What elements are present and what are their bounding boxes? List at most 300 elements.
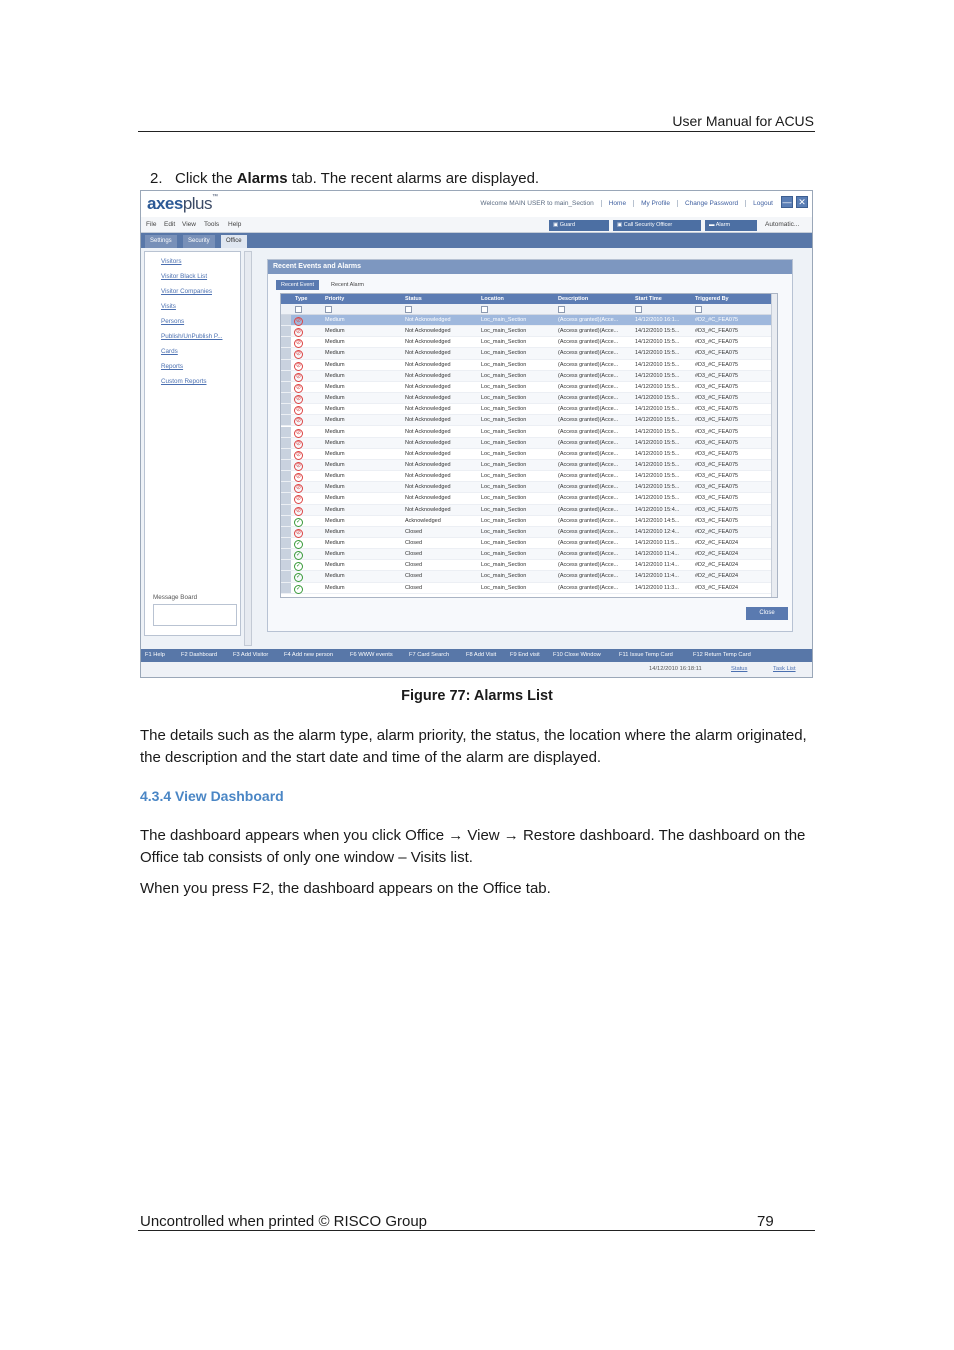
row-selector[interactable] <box>281 460 291 470</box>
alarm-circle-icon: ⊘ <box>295 362 302 369</box>
alarm-circle-icon: ⊘ <box>295 451 302 458</box>
row-selector[interactable] <box>281 337 291 347</box>
row-selector[interactable] <box>281 449 291 459</box>
cell-description: (Access granted)(Acce... <box>558 372 619 379</box>
row-selector[interactable] <box>281 404 291 414</box>
cell-triggered-by: #D2_#C_FEA024 <box>695 551 739 558</box>
cell-priority: Medium <box>325 395 345 402</box>
step-text-after: tab. The recent alarms are displayed. <box>287 170 540 187</box>
cell-triggered-by: #D3_#C_FEA075 <box>695 372 739 379</box>
cell-start-time: 14/12/2010 11:4... <box>635 551 679 558</box>
cell-location: Loc_main_Section <box>481 506 527 513</box>
cell-location: Loc_main_Section <box>481 339 527 346</box>
cell-location: Loc_main_Section <box>481 428 527 435</box>
cell-status: Acknowledged <box>405 517 441 524</box>
my-profile-link[interactable]: My Profile <box>633 200 677 207</box>
cell-start-time: 14/12/2010 15:5... <box>635 361 680 368</box>
check-circle-icon: ✓ <box>295 552 302 559</box>
table-row[interactable] <box>281 516 771 527</box>
alarm-circle-icon: ⊘ <box>295 329 302 336</box>
cell-status: Closed <box>405 562 423 569</box>
col-status[interactable]: Status <box>405 296 422 302</box>
row-selector[interactable] <box>281 326 291 336</box>
col-location[interactable]: Location <box>481 296 504 302</box>
filter-triggered-by[interactable] <box>695 306 702 313</box>
check-circle-icon: ✓ <box>295 585 302 592</box>
row-selector[interactable] <box>281 560 291 570</box>
sidebar-item-visitor-black-list[interactable]: Visitor Black List <box>161 273 208 280</box>
table-row[interactable] <box>281 438 771 449</box>
cell-location: Loc_main_Section <box>481 439 527 446</box>
row-selector[interactable] <box>281 583 291 593</box>
table-row[interactable] <box>281 505 771 516</box>
cell-start-time: 14/12/2010 15:5... <box>635 350 680 357</box>
cell-priority: Medium <box>325 317 345 323</box>
cell-description: (Access granted)(Acce... <box>558 361 619 368</box>
menu-view[interactable]: View <box>182 221 196 228</box>
table-row[interactable] <box>281 360 771 371</box>
alarm-circle-icon: ⊘ <box>295 440 302 447</box>
cell-status: Not Acknowledged <box>405 473 451 480</box>
panel-title: Recent Events and Alarms <box>268 260 792 274</box>
cell-start-time: 14/12/2010 15:5... <box>635 328 680 335</box>
cell-status: Closed <box>405 540 423 546</box>
cell-start-time: 14/12/2010 15:5... <box>635 383 680 390</box>
cell-triggered-by: #D3_#C_FEA075 <box>695 484 739 491</box>
filter-status[interactable] <box>405 306 412 313</box>
cell-priority: Medium <box>325 517 345 524</box>
cell-status: Not Acknowledged <box>405 506 451 513</box>
table-row[interactable] <box>281 482 771 493</box>
top-links <box>473 200 780 207</box>
cell-description: (Access granted)(Acce... <box>558 584 619 591</box>
status-link[interactable]: Status <box>731 666 748 672</box>
paragraph-dashboard: The dashboard appears when you click Office → View → Restore dashboard. The dashboard on the Office tab consists of only one window – Visits list. <box>140 827 806 866</box>
row-selector[interactable] <box>281 538 291 548</box>
cell-description: (Access granted)(Acce... <box>558 473 619 480</box>
cell-description: (Access granted)(Acce... <box>558 417 619 424</box>
table-row[interactable] <box>281 471 771 482</box>
cell-location: Loc_main_Section <box>481 395 527 402</box>
cell-priority: Medium <box>325 439 345 446</box>
row-selector[interactable] <box>281 371 291 381</box>
sidebar-item-visits[interactable]: Visits <box>161 303 176 310</box>
cell-location: Loc_main_Section <box>481 372 527 379</box>
logout-link[interactable]: Logout <box>745 200 780 207</box>
cell-location: Loc_main_Section <box>481 528 527 535</box>
cell-triggered-by: #D3_#C_FEA075 <box>695 506 739 513</box>
cell-start-time: 14/12/2010 14:5... <box>635 517 680 524</box>
cell-triggered-by: #D2_#C_FEA024 <box>695 540 739 546</box>
cell-status: Not Acknowledged <box>405 439 451 446</box>
cell-status: Not Acknowledged <box>405 383 451 390</box>
row-selector[interactable] <box>281 571 291 581</box>
cell-priority: Medium <box>325 461 345 468</box>
check-circle-icon: ✓ <box>295 518 302 525</box>
row-selector[interactable] <box>281 438 291 448</box>
filter-location[interactable] <box>481 306 488 313</box>
table-row[interactable] <box>281 337 771 348</box>
cell-description: (Access granted)(Acce... <box>558 461 619 468</box>
table-row[interactable] <box>281 404 771 415</box>
status-bar <box>141 662 812 677</box>
table-row[interactable] <box>281 449 771 460</box>
close-window-icon[interactable]: ✕ <box>796 196 808 208</box>
cell-description: (Access granted)(Acce... <box>558 383 619 390</box>
cell-location: Loc_main_Section <box>481 484 527 491</box>
cell-triggered-by: #D2_#C_FEA075 <box>695 528 739 535</box>
alarms-list-screenshot <box>140 190 813 678</box>
cell-triggered-by: #D3_#C_FEA075 <box>695 406 739 413</box>
table-row[interactable] <box>281 538 771 549</box>
minimize-icon[interactable]: — <box>782 197 792 207</box>
cell-triggered-by: #D3_#C_FEA075 <box>695 395 739 402</box>
cell-description: (Access granted)(Acce... <box>558 540 619 546</box>
row-selector[interactable] <box>281 360 291 370</box>
cell-priority: Medium <box>325 361 345 368</box>
section-heading: 4.3.4 View Dashboard <box>140 788 284 804</box>
cell-priority: Medium <box>325 573 345 580</box>
table-row[interactable] <box>281 382 771 393</box>
row-selector[interactable] <box>281 393 291 403</box>
row-selector[interactable] <box>281 471 291 481</box>
row-selector[interactable] <box>281 516 291 526</box>
cell-priority: Medium <box>325 562 345 569</box>
sidebar-item-visitors[interactable]: Visitors <box>161 258 182 265</box>
menu-bar <box>141 217 812 233</box>
cell-priority: Medium <box>325 350 345 357</box>
cell-triggered-by: #D3_#C_FEA075 <box>695 461 739 468</box>
grid-header <box>281 294 771 304</box>
cell-priority: Medium <box>325 372 345 379</box>
cell-start-time: 14/12/2010 16:1... <box>635 317 680 323</box>
row-selector[interactable] <box>281 382 291 392</box>
header-rule <box>138 131 815 132</box>
cell-description: (Access granted)(Acce... <box>558 517 619 524</box>
cell-triggered-by: #D3_#C_FEA075 <box>695 361 739 368</box>
fn-f2-dashboard[interactable]: F2 Dashboard <box>181 652 218 658</box>
cell-description: (Access granted)(Acce... <box>558 528 619 535</box>
cell-status: Not Acknowledged <box>405 395 451 402</box>
sidebar-item-reports[interactable]: Reports <box>161 363 184 370</box>
row-selector[interactable] <box>281 493 291 503</box>
cell-priority: Medium <box>325 584 345 591</box>
call-security-button[interactable]: ▣ Call Security Officer <box>613 220 701 231</box>
cell-priority: Medium <box>325 528 345 535</box>
paragraph-details: The details such as the alarm type, alarm priority, the status, the location where the alarm originated, the description and the start date and time of the alarm are displayed. <box>140 727 807 766</box>
cell-start-time: 14/12/2010 15:5... <box>635 372 680 379</box>
cell-location: Loc_main_Section <box>481 350 527 357</box>
table-row[interactable] <box>281 493 771 504</box>
cell-status: Not Acknowledged <box>405 461 451 468</box>
menu-help[interactable]: Help <box>228 221 242 228</box>
alarm-circle-icon: ⊘ <box>295 396 302 403</box>
table-row[interactable] <box>281 371 771 382</box>
menu-edit[interactable]: Edit <box>164 221 176 228</box>
cell-start-time: 14/12/2010 15:5... <box>635 406 680 413</box>
cell-priority: Medium <box>325 406 345 413</box>
tab-office[interactable]: Office <box>221 235 247 248</box>
alarm-circle-icon: ⊘ <box>295 373 302 380</box>
cell-triggered-by: #D3_#C_FEA075 <box>695 417 739 424</box>
message-board-label: Message Board <box>153 594 198 601</box>
filter-priority[interactable] <box>325 306 332 313</box>
cell-start-time: 14/12/2010 15:4... <box>635 506 680 513</box>
tab-security[interactable]: Security <box>183 235 215 248</box>
office-sidebar <box>144 251 241 636</box>
cell-triggered-by: #D3_#C_FEA024 <box>695 584 739 591</box>
automatic-label[interactable]: Automatic... <box>765 221 800 228</box>
cell-status: Not Acknowledged <box>405 339 451 346</box>
running-header: User Manual for ACUS <box>672 113 814 129</box>
cell-location: Loc_main_Section <box>481 495 527 502</box>
fn-f1-help[interactable]: F1 Help <box>145 652 165 658</box>
cell-priority: Medium <box>325 506 345 513</box>
guard-button[interactable]: ▣ Guard <box>549 220 609 231</box>
cell-location: Loc_main_Section <box>481 540 527 546</box>
sidebar-item-publish[interactable]: Publish/UnPublish P... <box>161 333 223 340</box>
cell-location: Loc_main_Section <box>481 450 527 457</box>
cell-priority: Medium <box>325 484 345 491</box>
menu-tools[interactable]: Tools <box>204 221 220 228</box>
table-row[interactable] <box>281 326 771 337</box>
cell-description: (Access granted)(Acce... <box>558 350 619 357</box>
col-type[interactable]: Type <box>295 296 308 302</box>
sidebar-splitter[interactable] <box>244 251 252 646</box>
alarm-circle-icon: ⊘ <box>295 351 302 358</box>
sidebar-item-visitor-companies[interactable]: Visitor Companies <box>161 288 212 295</box>
table-row[interactable] <box>281 571 771 582</box>
cell-description: (Access granted)(Acce... <box>558 562 619 569</box>
cell-description: (Access granted)(Acce... <box>558 551 619 558</box>
row-selector[interactable] <box>281 415 291 425</box>
message-board-input[interactable] <box>153 604 237 626</box>
alarm-circle-icon: ⊘ <box>295 496 302 503</box>
fn-f3-add-visitor[interactable]: F3 Add Visitor <box>233 652 269 658</box>
cell-start-time: 14/12/2010 15:5... <box>635 439 680 446</box>
cell-status: Not Acknowledged <box>405 495 451 502</box>
check-circle-icon: ✓ <box>295 541 302 547</box>
fn-f6-www-events[interactable]: F6 WWW events <box>350 652 393 658</box>
grid-scrollbar[interactable] <box>771 294 778 597</box>
cell-location: Loc_main_Section <box>481 573 527 580</box>
cell-location: Loc_main_Section <box>481 406 527 413</box>
status-datetime: 14/12/2010 16:18:11 <box>649 666 702 672</box>
row-selector[interactable] <box>281 549 291 559</box>
col-start-time[interactable]: Start Time <box>635 296 662 302</box>
page-number: 79 <box>757 1213 774 1230</box>
alarm-button[interactable]: ▬ Alarm <box>705 220 757 231</box>
alarm-circle-icon: ⊘ <box>295 407 302 414</box>
tab-recent-event[interactable]: Recent Event <box>276 280 319 290</box>
step-number: 2. <box>150 170 163 187</box>
cell-triggered-by: #D3_#C_FEA075 <box>695 328 739 335</box>
table-row[interactable] <box>281 560 771 571</box>
cell-status: Closed <box>405 573 423 580</box>
cell-start-time: 14/12/2010 15:5... <box>635 450 680 457</box>
table-row[interactable] <box>281 583 771 594</box>
table-row[interactable] <box>281 460 771 471</box>
cell-start-time: 14/12/2010 11:3... <box>635 584 679 591</box>
cell-priority: Medium <box>325 328 345 335</box>
close-button[interactable]: Close <box>746 607 788 620</box>
recent-events-panel <box>267 259 793 632</box>
cell-location: Loc_main_Section <box>481 517 527 524</box>
sidebar-item-persons[interactable]: Persons <box>161 318 185 325</box>
cell-location: Loc_main_Section <box>481 317 527 323</box>
col-priority[interactable]: Priority <box>325 296 345 302</box>
row-selector[interactable] <box>281 505 291 515</box>
alarm-circle-icon: ⊘ <box>295 507 302 514</box>
sidebar-item-custom-reports[interactable]: Custom Reports <box>161 378 207 385</box>
cell-description: (Access granted)(Acce... <box>558 339 619 346</box>
table-row[interactable] <box>281 415 771 426</box>
cell-start-time: 14/12/2010 15:5... <box>635 428 680 435</box>
cell-status: Not Acknowledged <box>405 372 451 379</box>
cell-location: Loc_main_Section <box>481 584 527 591</box>
cell-location: Loc_main_Section <box>481 361 527 368</box>
paragraph-f2: When you press F2, the dashboard appears on the Office tab. <box>140 880 551 897</box>
cell-status: Closed <box>405 584 423 591</box>
table-row[interactable] <box>281 549 771 560</box>
cell-status: Not Acknowledged <box>405 484 451 491</box>
row-selector[interactable] <box>281 482 291 492</box>
cell-status: Closed <box>405 528 423 535</box>
fn-f8-add-visit[interactable]: F8 Add Visit <box>466 652 497 658</box>
alarm-circle-icon: ⊘ <box>295 318 302 324</box>
fn-f10-close-window[interactable]: F10 Close Window <box>553 652 601 658</box>
col-description[interactable]: Description <box>558 296 589 302</box>
cell-priority: Medium <box>325 551 345 558</box>
cell-triggered-by: #D2_#C_FEA024 <box>695 562 739 569</box>
table-row[interactable] <box>281 393 771 404</box>
cell-description: (Access granted)(Acce... <box>558 328 619 335</box>
row-selector[interactable] <box>281 427 291 437</box>
cell-status: Not Acknowledged <box>405 350 451 357</box>
sidebar-item-cards[interactable]: Cards <box>161 348 178 355</box>
welcome-text: Welcome MAIN USER to main_Section <box>480 200 594 207</box>
cell-priority: Medium <box>325 473 345 480</box>
cell-status: Closed <box>405 551 423 558</box>
menu-file[interactable]: File <box>146 221 157 228</box>
alarm-circle-icon: ⊘ <box>295 340 302 347</box>
step-instruction <box>150 170 539 187</box>
cell-description: (Access granted)(Acce... <box>558 406 619 413</box>
cell-triggered-by: #D3_#C_FEA075 <box>695 428 739 435</box>
cell-description: (Access granted)(Acce... <box>558 450 619 457</box>
cell-priority: Medium <box>325 383 345 390</box>
module-tabs <box>141 233 812 248</box>
cell-location: Loc_main_Section <box>481 551 527 558</box>
cell-triggered-by: #D2_#C_FEA024 <box>695 573 739 580</box>
row-selector[interactable] <box>281 315 291 325</box>
function-key-bar <box>141 649 812 662</box>
cell-start-time: 14/12/2010 11:4... <box>635 573 679 580</box>
cell-priority: Medium <box>325 339 345 346</box>
alarms-grid <box>280 293 778 598</box>
footer-text: Uncontrolled when printed © RISCO Group <box>140 1213 428 1230</box>
figure-caption: Figure 77: Alarms List <box>401 688 553 704</box>
alarm-circle-icon: ⊘ <box>295 462 302 469</box>
cell-priority: Medium <box>325 495 345 502</box>
app-logo: axesplus™ <box>147 194 218 213</box>
cell-description: (Access granted)(Acce... <box>558 506 619 513</box>
fn-f4-add-new-person[interactable]: F4 Add new person <box>284 652 334 658</box>
check-circle-icon: ✓ <box>295 563 302 570</box>
tab-recent-alarm[interactable]: Recent Alarm <box>331 282 365 288</box>
cell-start-time: 14/12/2010 11:5... <box>635 540 679 546</box>
row-selector[interactable] <box>281 348 291 358</box>
fn-f7-card-search[interactable]: F7 Card Search <box>409 652 450 658</box>
fn-f12-return-temp-card[interactable]: F12 Return Temp Card <box>693 652 751 658</box>
cell-description: (Access granted)(Acce... <box>558 495 619 502</box>
cell-triggered-by: #D3_#C_FEA075 <box>695 450 739 457</box>
check-circle-icon: ✓ <box>295 574 302 581</box>
task-list-link[interactable]: Task List <box>773 666 796 672</box>
cell-status: Not Acknowledged <box>405 361 451 368</box>
cell-description: (Access granted)(Acce... <box>558 428 619 435</box>
cell-start-time: 14/12/2010 15:5... <box>635 495 680 502</box>
cell-location: Loc_main_Section <box>481 562 527 569</box>
cell-description: (Access granted)(Acce... <box>558 317 619 323</box>
change-password-link[interactable]: Change Password <box>677 200 745 207</box>
cell-location: Loc_main_Section <box>481 473 527 480</box>
filter-start-time[interactable] <box>635 306 642 313</box>
table-row[interactable] <box>281 527 771 538</box>
cell-start-time: 14/12/2010 11:4... <box>635 562 679 569</box>
cell-description: (Access granted)(Acce... <box>558 439 619 446</box>
cell-start-time: 14/12/2010 15:5... <box>635 339 680 346</box>
alarm-circle-icon: ⊘ <box>295 429 302 436</box>
filter-type[interactable] <box>295 306 302 313</box>
cell-location: Loc_main_Section <box>481 417 527 424</box>
tab-settings[interactable]: Settings <box>145 235 177 248</box>
table-row[interactable] <box>281 427 771 438</box>
col-triggered-by[interactable]: Triggered By <box>695 296 729 302</box>
cell-location: Loc_main_Section <box>481 383 527 390</box>
home-link[interactable]: Home <box>601 200 633 207</box>
cell-start-time: 14/12/2010 12:4... <box>635 528 680 535</box>
cell-triggered-by: #D3_#C_FEA075 <box>695 383 739 390</box>
table-row[interactable] <box>281 315 771 326</box>
fn-f11-issue-temp-card[interactable]: F11 Issue Temp Card <box>619 652 673 658</box>
cell-description: (Access granted)(Acce... <box>558 484 619 491</box>
cell-status: Not Acknowledged <box>405 450 451 457</box>
cell-priority: Medium <box>325 428 345 435</box>
footer-rule <box>138 1230 815 1231</box>
cell-triggered-by: #D3_#C_FEA075 <box>695 350 739 357</box>
cell-status: Not Acknowledged <box>405 428 451 435</box>
table-row[interactable] <box>281 348 771 359</box>
cell-description: (Access granted)(Acce... <box>558 395 619 402</box>
cell-status: Not Acknowledged <box>405 317 451 323</box>
step-text-bold: Alarms <box>236 170 288 187</box>
cell-description: (Access granted)(Acce... <box>558 573 619 580</box>
cell-start-time: 14/12/2010 15:5... <box>635 395 680 402</box>
cell-priority: Medium <box>325 540 345 546</box>
cell-triggered-by: #D3_#C_FEA075 <box>695 473 739 480</box>
filter-description[interactable] <box>558 306 565 313</box>
fn-f9-end-visit[interactable]: F9 End visit <box>510 652 540 658</box>
cell-status: Not Acknowledged <box>405 328 451 335</box>
cell-triggered-by: #D3_#C_FEA075 <box>695 439 739 446</box>
cell-status: Not Acknowledged <box>405 417 451 424</box>
alarm-circle-icon: ⊘ <box>295 474 302 481</box>
alarm-circle-icon: ⊘ <box>295 384 302 391</box>
row-selector[interactable] <box>281 527 291 537</box>
cell-location: Loc_main_Section <box>481 328 527 335</box>
alarm-circle-icon: ⊘ <box>295 485 302 492</box>
